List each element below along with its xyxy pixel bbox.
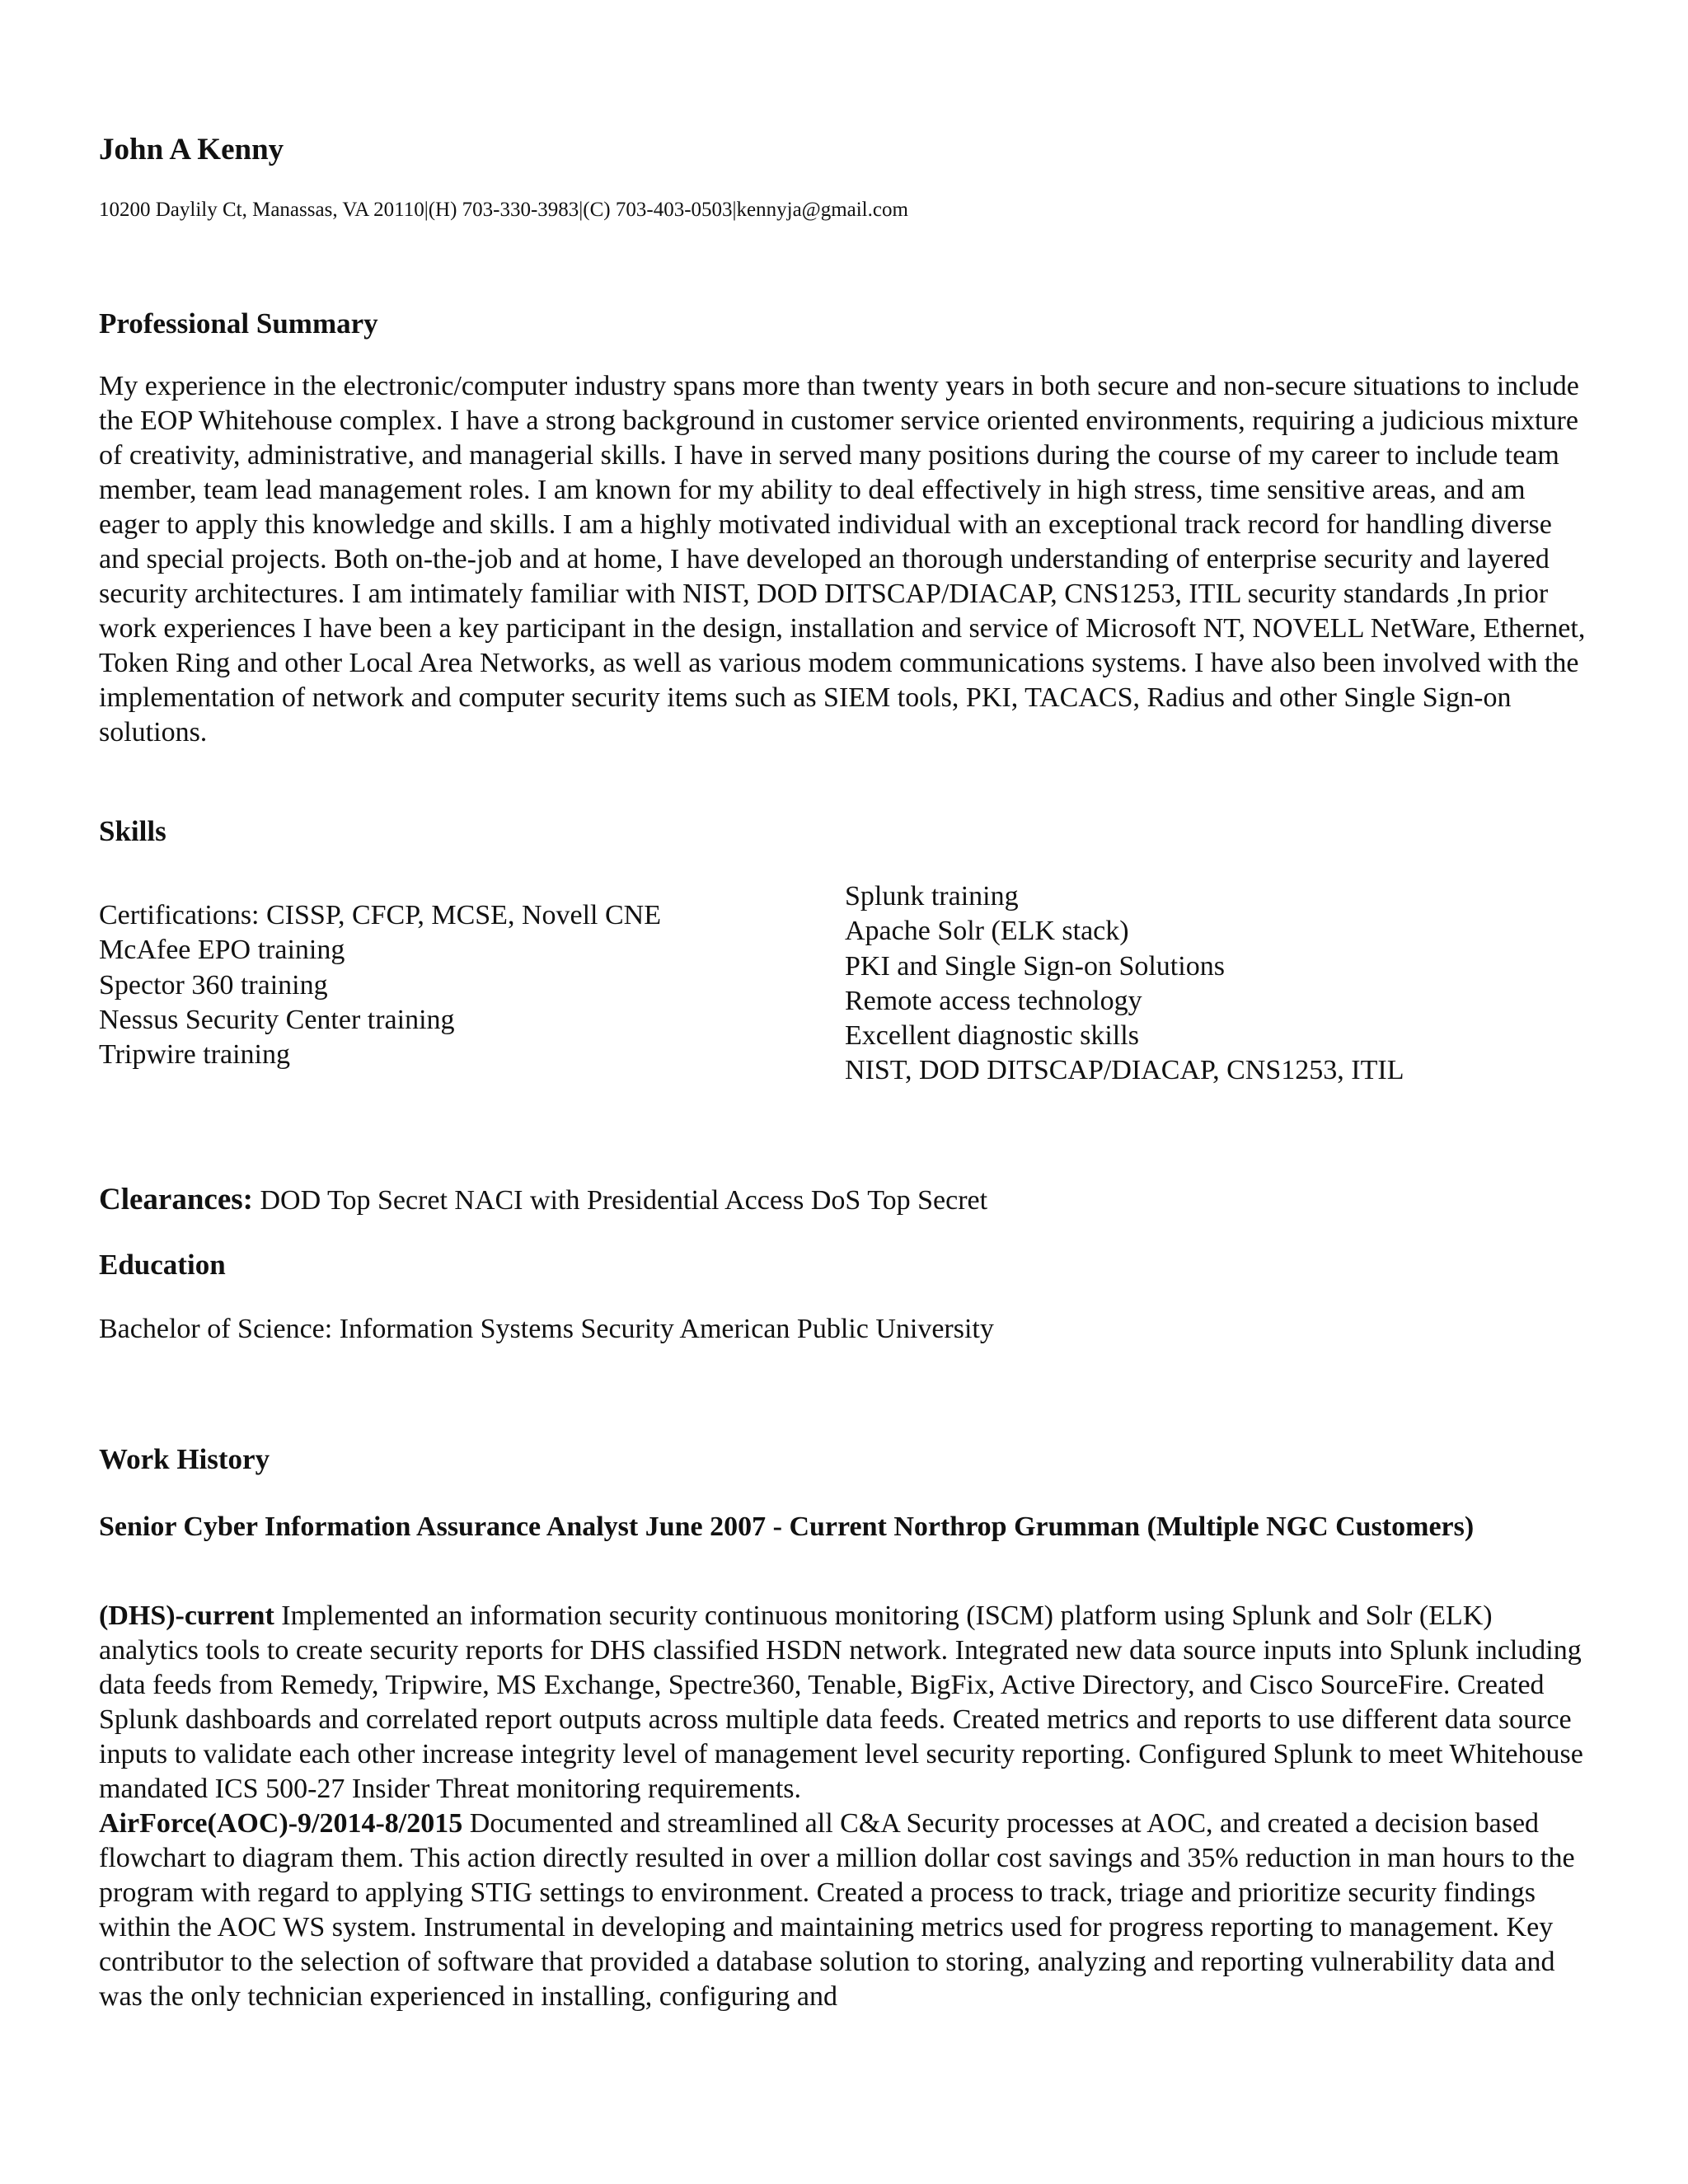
skills-heading: Skills xyxy=(99,815,166,847)
job-entry-label: AirForce(AOC)-9/2014-8/2015 xyxy=(99,1808,463,1839)
skill-item: Apache Solr (ELK stack) xyxy=(845,916,1129,947)
summary-text: My experience in the electronic/computer industry spans more than twenty years in both secure and non-secure situations to include the EOP Whitehouse complex. I have a strong background in customer service oriented environments, requiring a judicious mixture of creativity, administrative, and managerial skills. I have in served many positions during the course of my career to include team member, team lead management roles. I am known for my ability to deal effectively in high stress, time sensitive areas, and am eager to apply this knowledge and skills. I am a highly motivated individual with an exceptional track record for handling diverse and special projects. Both on-the-job and at home, I have developed an thorough understanding of enterprise security and layered security architectures. I am intimately familiar with NIST, DOD DITSCAP/DIACAP, CNS1253, ITIL security standards ,In prior work experiences I have been a key participant in the design, installation and service of Microsoft NT, NOVELL NetWare, Ethernet, Token Ring and other Local Area Networks, as well as various modem communications systems. I have also been involved with the implementation of network and computer security items such as SIEM tools, PKI, TACACS, Radius and other Single Sign-on solutions. xyxy=(99,371,1586,748)
education-heading: Education xyxy=(99,1249,226,1281)
skill-item: Remote access technology xyxy=(845,985,1142,1016)
job-description xyxy=(99,1599,1591,2014)
skill-item: McAfee EPO training xyxy=(99,935,345,966)
clearances-line xyxy=(99,1183,987,1218)
summary-heading: Professional Summary xyxy=(99,307,378,340)
clearances-label: Clearances: xyxy=(99,1183,253,1216)
skill-item: Excellent diagnostic skills xyxy=(845,1020,1139,1052)
contact-line: 10200 Daylily Ct, Manassas, VA 20110|(H) 703-330-3983|(C) 703-403-0503|kennyja@gmail.com xyxy=(99,199,908,221)
skill-item: Certifications: CISSP, CFCP, MCSE, Novell CNE xyxy=(99,900,661,930)
skill-item: PKI and Single Sign-on Solutions xyxy=(845,950,1225,982)
candidate-name: John A Kenny xyxy=(99,133,284,166)
clearances-text: DOD Top Secret NACI with Presidential Access DoS Top Secret xyxy=(260,1185,988,1216)
work-history-heading: Work History xyxy=(99,1443,270,1475)
job-entry-label: (DHS)-current xyxy=(99,1601,274,1631)
skill-item: Tripwire training xyxy=(99,1039,291,1071)
skill-item: Nessus Security Center training xyxy=(99,1004,455,1035)
skill-item: Splunk training xyxy=(845,881,1019,912)
education-text: Bachelor of Science: Information Systems Security American Public University xyxy=(99,1314,994,1344)
job-entry xyxy=(99,1807,1591,2014)
job-title: Senior Cyber Information Assurance Analyst June 2007 - Current Northrop Grumman (Multiple NGC Customers) xyxy=(99,1511,1475,1542)
skills-list-left xyxy=(99,898,661,1072)
skills-list-right xyxy=(845,879,1404,1089)
skill-item: NIST, DOD DITSCAP/DIACAP, CNS1253, ITIL xyxy=(845,1055,1404,1086)
job-entry-text: Implemented an information security continuous monitoring (ISCM) platform using Splunk and Solr (ELK) analytics tools to create security reports for DHS classified HSDN network. Integrated new data source inputs into Splunk including data feeds from Remedy, Tripwire, MS Exchange, Spectre360, Tenable, BigFix, Active Directory, and Cisco SourceFire. Created Splunk dashboards and correlated report outputs across multiple data feeds. Created metrics and reports to use different data source inputs to validate each other increase integrity level of management level security reporting. Configured Splunk to meet Whitehouse mandated ICS 500-27 Insider Threat monitoring requirements. xyxy=(99,1601,1583,1804)
job-entry xyxy=(99,1599,1591,1807)
job-entry-text: Documented and streamlined all C&A Security processes at AOC, and created a decision based flowchart to diagram them. This action directly resulted in over a million dollar cost savings and 35% reduction in man hours to the program with regard to applying STIG settings to environment. Created a process to track, triage and prioritize security findings within the AOC WS system. Instrumental in developing and maintaining metrics used for progress reporting to management. Key contributor to the selection of software that provided a database solution to storing, analyzing and reporting vulnerability data and was the only technician experienced in installing, configuring and xyxy=(99,1808,1575,2012)
skill-item: Spector 360 training xyxy=(99,969,328,1001)
